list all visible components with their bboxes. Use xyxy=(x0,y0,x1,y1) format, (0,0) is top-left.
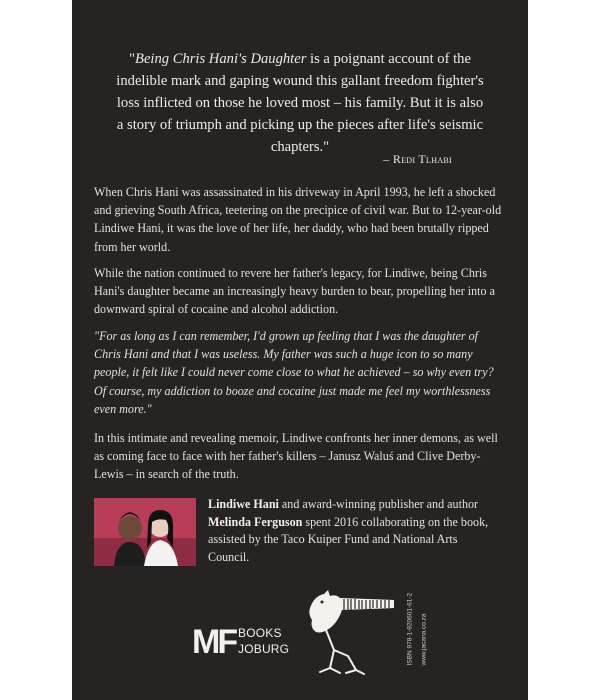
publisher-logo-mf: MF xyxy=(192,623,236,661)
blurb-paragraph-2: While the nation continued to revere her father's legacy, for Lindiwe, being Chris Hani's daughter became an increasingly heavy burden to bear, propelling her into a downward spiral of cocaine and alcohol addiction. xyxy=(94,266,495,317)
publisher-logo xyxy=(192,622,292,662)
author-credits-mid: and award-winning publisher and author xyxy=(278,497,479,511)
blurb-paragraph-1: When Chris Hani was assassinated in his driveway in April 1993, he left a shocked and grieving South Africa, teetering on the precipice of civil war. But to 12-year-old Lindiwe Hani, it was the love of her life, her daddy, who had been brutally ripped from her world. xyxy=(94,185,502,254)
author-photo xyxy=(94,498,196,566)
endorsement-quote xyxy=(112,48,488,158)
blurb-quote-paragraph: "For as long as I can remember, I'd grown up feeling that I was the daughter of Chris Hani and that I was useless. My father was such a huge icon to so many people, it felt like I could never come close to what he achieved – so why even try? Of course, my addiction to booze and cocaine just made me feel my worthlessness even more." xyxy=(94,329,494,416)
quote-book-title: Being Chris Hani's Daughter xyxy=(135,51,307,67)
jacana-bird-barcode-icon xyxy=(300,578,400,678)
attribution-dash: – xyxy=(383,152,393,166)
quote-attribution xyxy=(72,152,452,167)
attribution-name: Redi Tlhabi xyxy=(392,152,452,166)
isbn-text xyxy=(404,588,416,668)
publisher-url-text: www.jacana.co.za xyxy=(420,613,428,666)
isbn-number: ISBN 978-1-920601-61-2 xyxy=(406,592,414,666)
author-name-2: Melinda Ferguson xyxy=(208,514,303,529)
quote-body: is a poignant account of the indelible mark and gaping wound this gallant freedom fighter's loss inflicted on those he loved most – his family. But it is also a story of triumph and picking up the pieces after life's seismic chapters." xyxy=(116,51,484,155)
back-cover xyxy=(72,0,528,700)
publisher-logo-books: BOOKS xyxy=(238,626,282,640)
author-credits xyxy=(208,496,498,566)
publisher-url xyxy=(418,588,430,668)
publisher-logo-joburg: JOBURG xyxy=(238,642,290,656)
author-name-1: Lindiwe Hani xyxy=(208,497,279,511)
author-credits-tail: spent 2016 collaborating on the book, assisted by the Taco Kuiper Fund and National Arts Council. xyxy=(208,514,489,564)
blurb-paragraph-4: In this intimate and revealing memoir, Lindiwe confronts her inner demons, as well as coming face to face with her father's killers – Janusz Waluś and Clive Derby-Lewis – in search of the truth. xyxy=(94,431,498,482)
quote-open-mark: " xyxy=(129,51,136,67)
author-photo-illustration xyxy=(94,498,196,566)
